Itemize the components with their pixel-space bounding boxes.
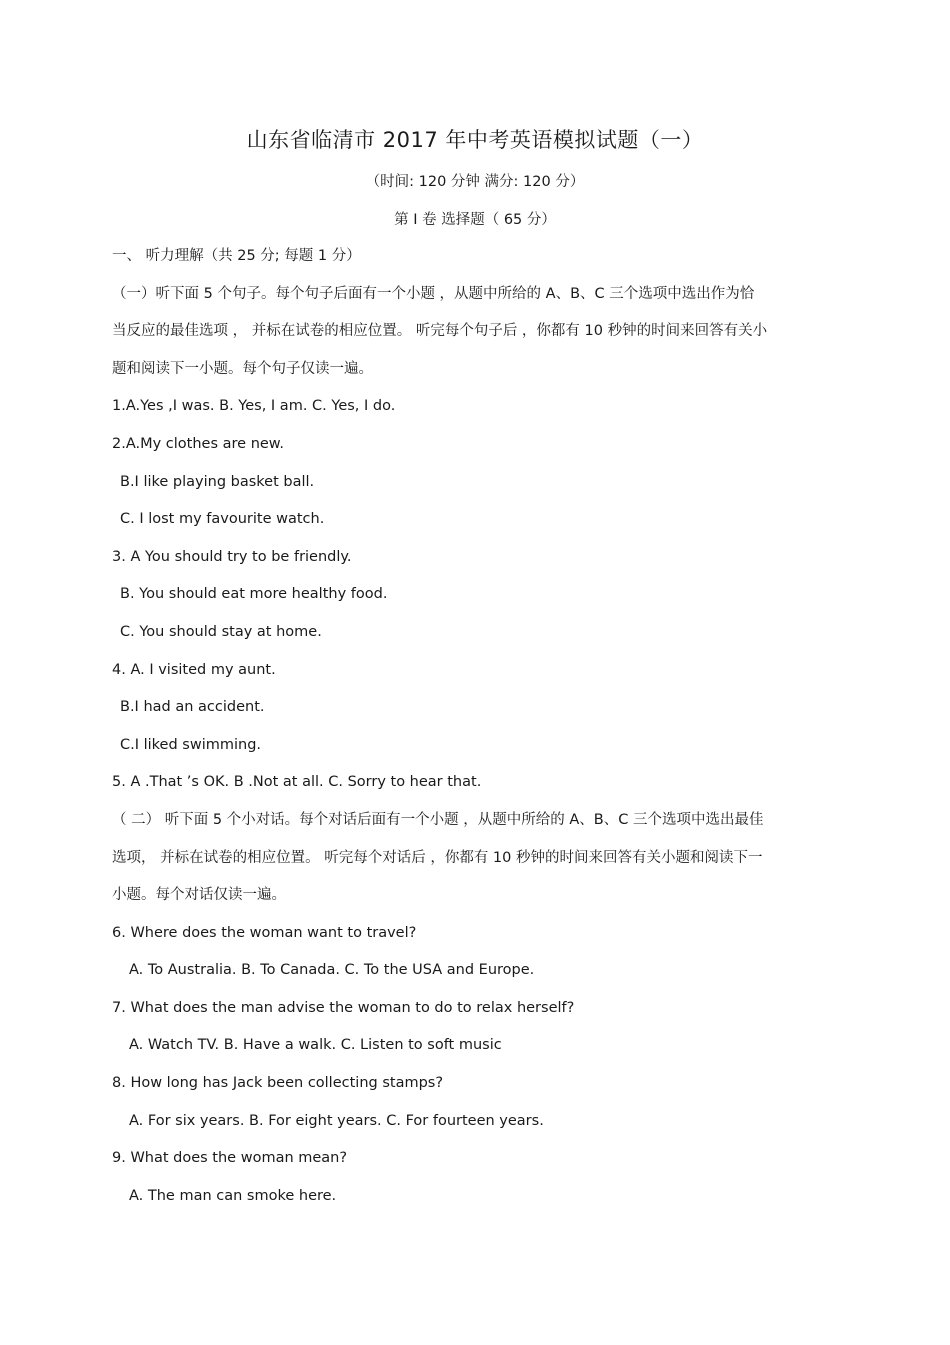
part2-instruction-line3: 小题。每个对话仅读一遍。 (112, 887, 286, 904)
page-title: 山东省临清市 2017 年中考英语模拟试题（一） (246, 128, 704, 152)
question-5: 5. A .That ’s OK. B .Not at all. C. Sorry to hear that. (112, 774, 482, 791)
question-2-option-b: B.I like playing basket ball. (120, 473, 315, 490)
question-3-option-b: B. You should eat more healthy food. (120, 586, 388, 603)
time-score-line: （时间: 120 分钟 满分: 120 分） (365, 174, 585, 190)
question-3: 3. A You should try to be friendly. (112, 548, 352, 565)
part1-instruction-line3: 题和阅读下一小题。每个句子仅读一遍。 (112, 360, 373, 377)
question-4-option-b: B.I had an accident. (120, 699, 265, 716)
part1-instruction-line2: 当反应的最佳选项 ， 并标在试卷的相应位置。 听完每个句子后 ，你都有 10 秒钟的时间来回答有关小 (112, 323, 768, 340)
question-4: 4. A. I visited my aunt. (112, 661, 276, 678)
question-8: 8. How long has Jack been collecting stamps? (112, 1075, 444, 1092)
question-8-options: A. For six years. B. For eight years. C. For fourteen years. (129, 1112, 544, 1129)
listening-section (112, 238, 827, 1215)
question-7: 7. What does the man advise the woman to do to relax herself? (112, 999, 575, 1016)
volume-heading: 第 I 卷 选择题（ 65 分） (394, 212, 556, 228)
question-3-option-c: C. You should stay at home. (120, 623, 322, 640)
question-4-option-c: C.I liked swimming. (120, 736, 262, 753)
question-6: 6. Where does the woman want to travel? (112, 924, 417, 941)
section-heading: 一、 听力理解（共 25 分; 每题 1 分） (112, 248, 361, 264)
part2-instruction-line2: 选项， 并标在试卷的相应位置。 听完每个对话后 ，你都有 10 秒钟的时间来回答有关小题和阅读下一 (112, 849, 763, 866)
part2-instruction-line1: （ 二） 听下面 5 个小对话。每个对话后面有一个小题 ，从题中所给的 A、B、C 三个选项中选出最佳 (112, 811, 764, 828)
question-1: 1.A.Yes ,I was. B. Yes, I am. C. Yes, I do. (112, 398, 396, 415)
question-2: 2.A.My clothes are new. (112, 435, 284, 452)
question-2-option-c: C. I lost my favourite watch. (120, 511, 325, 528)
question-6-options: A. To Australia. B. To Canada. C. To the USA and Europe. (129, 962, 535, 979)
question-9-option-a: A. The man can smoke here. (129, 1187, 337, 1204)
question-7-options: A. Watch TV. B. Have a walk. C. Listen to soft music (129, 1037, 502, 1054)
question-9: 9. What does the woman mean? (112, 1150, 348, 1167)
part1-instruction-line1: （一）听下面 5 个句子。每个句子后面有一个小题 ，从题中所给的 A、B、C 三个选项中选出作为恰 (112, 285, 755, 302)
